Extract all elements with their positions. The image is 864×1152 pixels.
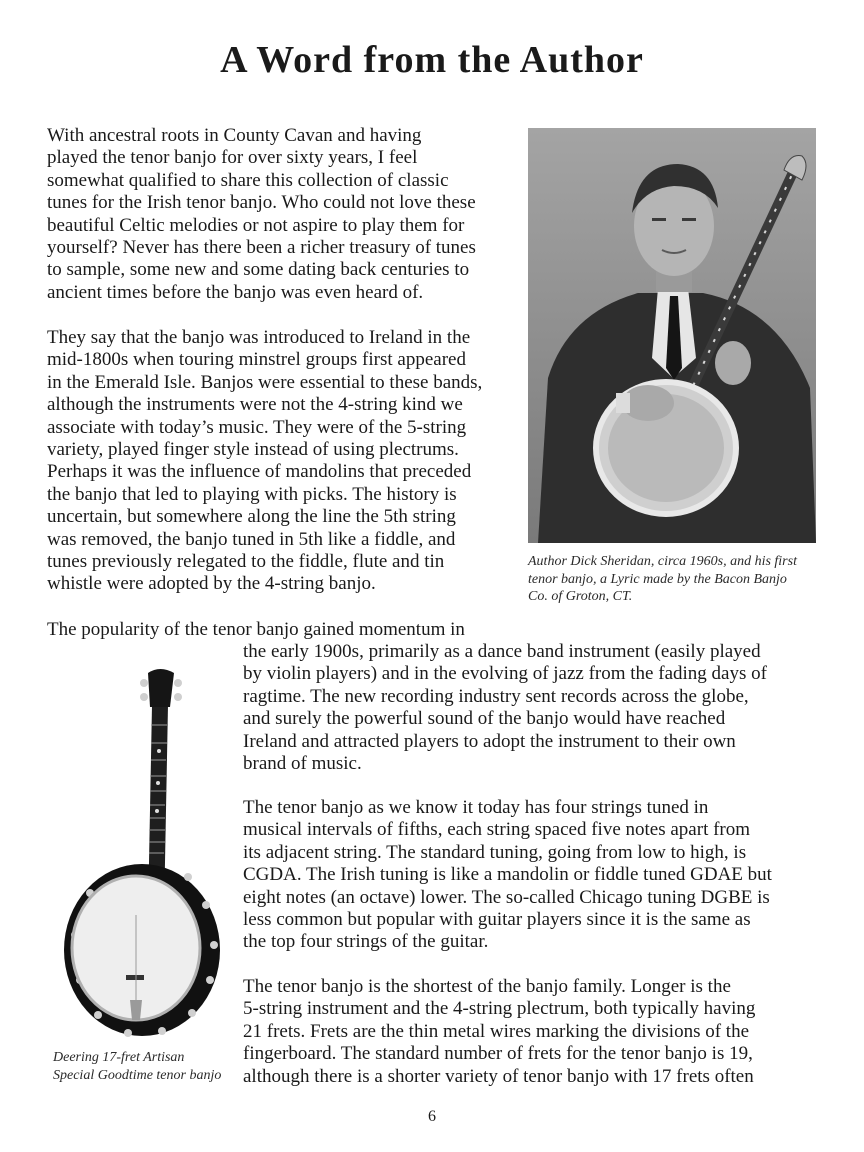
text-line: brand of music. [243,753,362,775]
text-line: 21 frets. Frets are the thin metal wires marking the divisions of the [243,1020,750,1042]
text-line: the banjo that led to playing with picks. The history is [47,483,457,505]
text-line: was removed, the banjo tuned in 5th like a fiddle, and [47,528,456,550]
paragraph-tuning [243,797,772,954]
paragraph-history [47,327,482,596]
text-line: associate with today’s music. They were of the 5-string [47,416,467,438]
banjo-photo-caption [53,1049,221,1084]
text-line: and surely the powerful sound of the banjo would have reached [243,708,726,730]
text-line: although the instruments were not the 4-string kind we [47,394,463,416]
text-line: Ireland and attracted players to adopt the instrument to their own [243,730,736,752]
caption-line: Author Dick Sheridan, circa 1960s, and his first [528,554,797,569]
text-line: the early 1900s, primarily as a dance band instrument (easily played [243,641,761,662]
paragraph-popularity-lead: The popularity of the tenor banjo gained momentum in [47,619,465,640]
text-line: tunes for the Irish tenor banjo. Who could not love these [47,192,476,214]
text-line: Perhaps it was the influence of mandolins that preceded [47,461,472,483]
caption-line: Deering 17-fret Artisan [53,1050,185,1065]
page-title: A Word from the Author [220,39,644,81]
author-photo [528,128,816,543]
paragraph-frets [243,976,755,1088]
text-line: musical intervals of fifths, each string spaced five notes apart from [243,819,751,841]
text-line: uncertain, but somewhere along the line the 5th string [47,506,456,528]
caption-line: Co. of Groton, CT. [528,589,633,604]
author-photo-illustration [528,128,816,543]
text-line: the top four strings of the guitar. [243,931,489,953]
text-line: by violin players) and in the evolving of jazz from the fading days of [243,663,767,685]
text-line: mid-1800s when touring minstrel groups first appeared [47,349,466,371]
banjo-photo [60,665,230,1045]
text-line: ancient times before the banjo was even heard of. [47,281,424,303]
text-line: although there is a shorter variety of tenor banjo with 17 frets often [243,1065,754,1087]
text-line: The tenor banjo is the shortest of the banjo family. Longer is the [243,976,731,997]
text-line: 5-string instrument and the 4-string plectrum, both typically having [243,998,756,1020]
caption-line: Special Goodtime tenor banjo [53,1067,222,1083]
text-line: its adjacent string. The standard tuning, going from low to high, is [243,841,747,863]
text-line: played the tenor banjo for over sixty years, I feel [47,147,418,169]
text-line: whistle were adopted by the 4-string banjo. [47,573,376,595]
text-line: tunes previously relegated to the fiddle, flute and tin [47,551,445,573]
text-line: in the Emerald Isle. Banjos were essential to these bands, [47,371,483,393]
text-line: fingerboard. The standard number of frets for the tenor banjo is 19, [243,1043,753,1065]
text-line: ragtime. The new recording industry sent records across the globe, [243,685,749,707]
page-number: 6 [428,1108,436,1125]
text-line: The tenor banjo as we know it today has four strings tuned in [243,797,709,818]
text-line: eight notes (an octave) lower. The so-called Chicago tuning DGBE is [243,886,770,908]
author-photo-caption [528,553,797,606]
paragraph-intro [47,125,476,304]
caption-line: tenor banjo, a Lyric made by the Bacon Banjo [528,571,787,587]
text-line: somewhat qualified to share this collection of classic [47,169,449,191]
text-line: less common but popular with guitar players since it is the same as [243,909,751,931]
paragraph-popularity [243,641,767,775]
text-line: With ancestral roots in County Cavan and having [47,125,422,146]
text-line: yourself? Never has there been a richer treasury of tunes [47,237,476,259]
text-line: CGDA. The Irish tuning is like a mandolin or fiddle tuned GDAE but [243,864,772,886]
text-line: beautiful Celtic melodies or not aspire to play them for [47,214,465,236]
text-line: to sample, some new and some dating back centuries to [47,259,470,281]
text-line: They say that the banjo was introduced to Ireland in the [47,327,471,348]
banjo-illustration [60,665,230,1045]
text-line: variety, played finger style instead of using plectrums. [47,439,459,461]
